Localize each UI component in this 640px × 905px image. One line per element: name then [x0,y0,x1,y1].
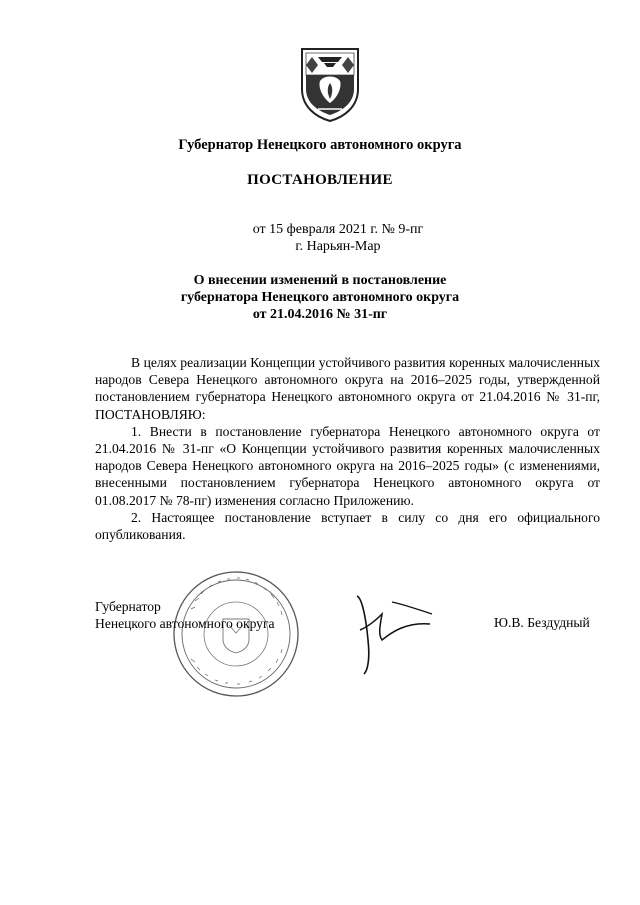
date-and-place [0,221,640,255]
handwritten-signature-icon [352,588,442,678]
document-body [95,354,600,543]
subject-line-1: О внесении изменений в постановление [193,273,447,288]
paragraph-item-1: 1. Внести в постановление губернатора Ненецкого автономного округа от 21.04.2016 № 31-пг «О Концепции устойчивого развития коренных малочисленных народов Севера Ненецкого автономного округа на 2016–2025 годы» (с изменениями, внесенными постановлением губернатора Ненецкого автономного округа от 01.08.2017 № 78-пг) изменения согласно Приложению. [95,423,600,508]
document-subject [0,272,640,323]
document-type: ПОСТАНОВЛЕНИЕ [247,172,393,188]
coat-of-arms-icon [298,45,362,123]
place: г. Нарьян-Мар [295,239,381,254]
subject-line-2: губернатора Ненецкого автономного округа [180,290,460,305]
paragraph-item-2: 2. Настоящее постановление вступает в силу со дня его официального опубликования. [95,509,600,543]
signatory-name: Ю.В. Бездудный [494,615,590,630]
paragraph-preamble: В целях реализации Концепции устойчивого развития коренных малочисленных народов Севера Ненецкого автономного округа на 2016–2025 годы, утвержденной постановлением губернатора Ненецкого автономного округа от 21.04.2016 № 31-пг, ПОСТАНОВЛЯЮ: [95,355,600,422]
signatory-title-line-1: Губернатор [95,599,161,614]
signatory-title-line-2: Ненецкого автономного округа [95,616,275,631]
subject-line-3: от 21.04.2016 № 31-пг [252,307,388,322]
organization-title: Губернатор Ненецкого автономного округа [178,137,462,153]
date-number: от 15 февраля 2021 г. № 9-пг [252,222,424,237]
signatory-title [95,598,275,632]
official-seal-icon [171,569,301,699]
